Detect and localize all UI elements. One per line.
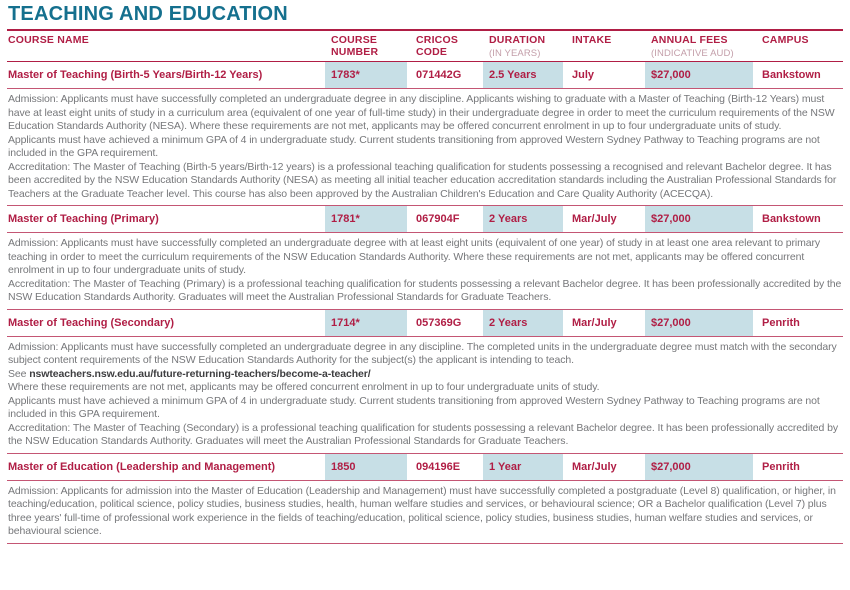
course-notes	[7, 233, 843, 310]
duration: 2 Years	[483, 310, 563, 336]
cricos-code: 067904F	[416, 213, 460, 225]
cricos-code: 057369G	[416, 316, 462, 329]
course-row	[7, 310, 843, 337]
course-notes	[7, 89, 843, 206]
notes-paragraph-admission: Admission: Applicants must have successfully completed an undergraduate degree with at least eight units (equivalent of one year) of study in at least one area relevant to primary teaching in order to meet the curriculum requirements of the NSW Education Standards Authority. Where these requirements are not met, applicants may be offered concurrent enrolment in up to four undergraduate units of study.	[8, 237, 821, 276]
header-course-number: COURSE NUMBER	[331, 34, 379, 58]
notes-paragraph-accreditation: Accreditation: The Master of Teaching (Birth-5 years/Birth-12 years) is a professional teaching qualification for students possessing a recognised and relevant Bachelor degree. It has been accredited by the NSW Education Standards Authority (NESA) as meeting all initial teacher education accreditation standards including the Australian Professional Standards for Teachers at the Graduate Teacher level. This course has also been approved by the Australian Children's Education and Care Quality Authority (ACECQA).	[8, 160, 837, 200]
course-row	[7, 454, 843, 481]
course-number: 1714*	[325, 310, 407, 336]
notes-paragraph-admission: Admission: Applicants for admission into the Master of Education (Leadership and Management) must have successfully completed a postgraduate (Level 8) qualification, or higher, in teaching/education, political science, policy studies, business studies, health, human welfare studies and services, or behavioural science; OR a Bachelor qualification (Level 7) plus three years' full-time of professional work experience in the fields of teaching/education, political science, policy studies, business studies, human welfare studies and services, or behavioural science.	[8, 484, 836, 537]
notes-paragraph-admission: Admission: Applicants must have successfully completed an undergraduate degree in any discipline. The completed units in the undergraduate degree must match with the secondary subject content requirements of the NSW Education Standards Authority for the subject(s) the applicant is intending to teach.	[8, 340, 837, 366]
annual-fees: $27,000	[645, 310, 753, 336]
header-annual-fees-sub: (INDICATIVE AUD)	[651, 47, 734, 59]
header-duration: DURATION (IN YEARS)	[483, 35, 566, 59]
course-name: Master of Teaching (Secondary)	[8, 316, 175, 329]
header-course-name: COURSE NAME	[8, 34, 89, 46]
notes-paragraph-see-link	[8, 368, 843, 382]
notes-paragraph-accreditation: Accreditation: The Master of Teaching (Secondary) is a professional teaching qualification for students possessing a relevant Bachelor degree. It has been professionally accredited by the NSW Education Standards Authority. Graduates will meet the Australian Professional Standards for Graduate Teachers.	[8, 421, 838, 447]
course-row	[7, 206, 843, 233]
notes-paragraph-gpa: Applicants must have achieved a minimum GPA of 4 in undergraduate study. Current students transitioning from approved Western Sydney Pathway to Teaching programs are not included in the GPA requirement.	[8, 133, 820, 159]
header-campus: CAMPUS	[762, 34, 809, 46]
page-title: TEACHING AND EDUCATION	[8, 3, 288, 25]
course-row	[7, 62, 843, 89]
duration: 2 Years	[483, 206, 563, 232]
header-intake: INTAKE	[572, 34, 612, 46]
intake: Mar/July	[572, 316, 617, 329]
campus: Bankstown	[762, 213, 821, 225]
course-number: 1850	[325, 454, 407, 480]
header-annual-fees: ANNUAL FEES (INDICATIVE AUD)	[645, 35, 756, 59]
see-prefix: See	[8, 367, 30, 380]
course-section-secondary	[7, 310, 843, 454]
course-number: 1781*	[325, 206, 407, 232]
course-notes	[7, 337, 843, 454]
cricos-code: 071442G	[416, 69, 462, 81]
course-name: Master of Teaching (Birth-5 Years/Birth-12 Years)	[8, 69, 263, 81]
course-section-primary	[7, 206, 843, 310]
notes-paragraph-requirements: Where these requirements are not met, applicants may be offered concurrent enrolment in up to four undergraduate units of study.	[8, 381, 600, 393]
campus: Penrith	[762, 316, 800, 329]
notes-paragraph-accreditation: Accreditation: The Master of Teaching (Primary) is a professional teaching qualification for students possessing a relevant Bachelor degree. It has been professionally accredited by the NSW Education Standards Authority. Graduates will meet the Australian Professional Standards for Graduate Teachers.	[8, 277, 842, 303]
header-cricos-code: CRICOS CODE	[416, 34, 459, 58]
course-section-leadership-management	[7, 454, 843, 544]
campus: Bankstown	[762, 69, 821, 81]
duration: 1 Year	[483, 454, 563, 480]
course-number: 1783*	[325, 62, 407, 88]
table-header-row	[7, 31, 843, 62]
intake: July	[572, 69, 595, 81]
annual-fees: $27,000	[645, 206, 753, 232]
cricos-code: 094196E	[416, 460, 461, 473]
intake: Mar/July	[572, 213, 617, 225]
notes-paragraph-admission: Admission: Applicants must have successfully completed an undergraduate degree in any discipline. Applicants wishing to graduate with a Master of Teaching (Birth-12 Years) must have at least eight units of study in a curriculum area (equivalent of one year of full-time study) in their undergraduate degree in order to meet the curriculum requirements of the NSW Education Standards Authority (NESA). Where these requirements are not met, applicants may be offered concurrent enrolment in up to four undergraduate units of study.	[8, 93, 835, 132]
annual-fees: $27,000	[645, 454, 753, 480]
notes-paragraph-gpa: Applicants must have achieved a minimum GPA of 4 in undergraduate study. Current students transitioning from approved Western Sydney Pathway to Teaching programs are not included in this GPA requirement.	[8, 394, 820, 420]
become-a-teacher-link[interactable]: nswteachers.nsw.edu.au/future-returning-teachers/become-a-teacher/	[29, 367, 371, 380]
course-section-birth-5-12	[7, 62, 843, 206]
campus: Penrith	[762, 460, 800, 473]
duration: 2.5 Years	[483, 62, 563, 88]
header-duration-sub: (IN YEARS)	[489, 47, 541, 59]
intake: Mar/July	[572, 460, 617, 473]
course-notes	[7, 481, 843, 544]
course-name: Master of Teaching (Primary)	[8, 213, 159, 225]
annual-fees: $27,000	[645, 62, 753, 88]
course-name: Master of Education (Leadership and Management)	[8, 460, 276, 473]
